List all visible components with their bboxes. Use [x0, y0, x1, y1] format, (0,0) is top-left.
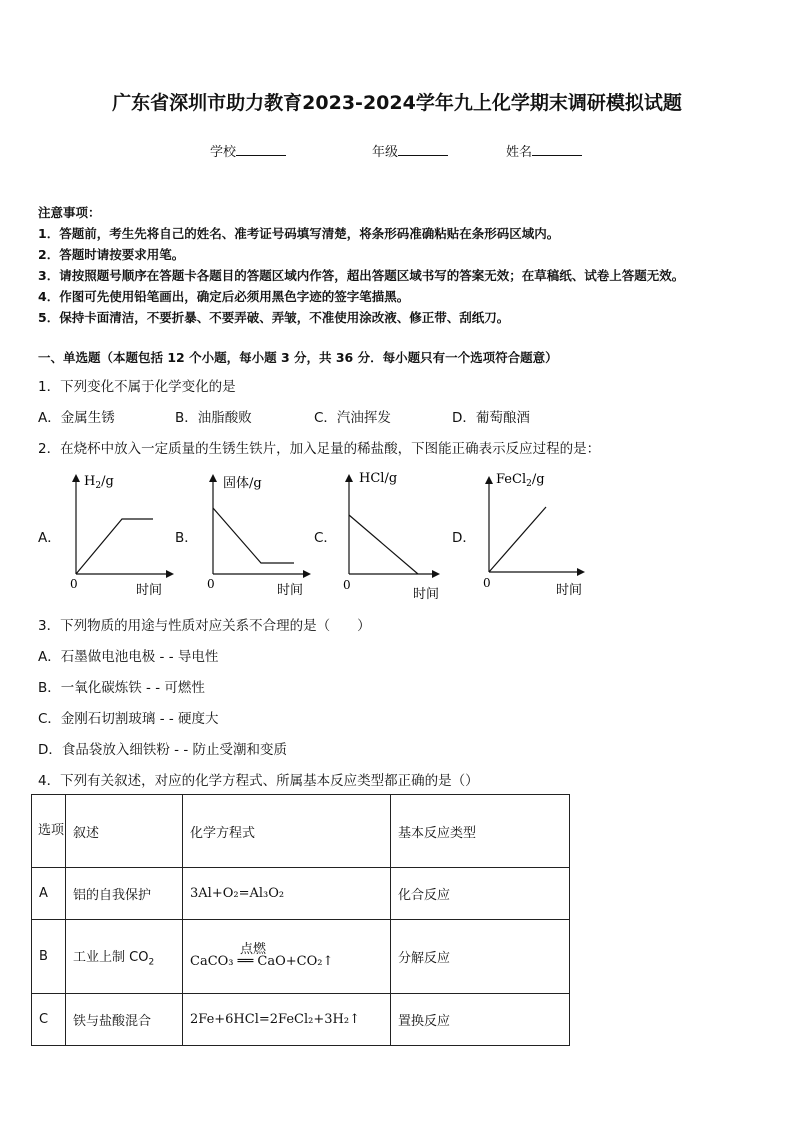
- section-heading: 一、单选题（本题包括 12 个小题，每小题 3 分，共 36 分．每小题只有一个选项符合题意）: [38, 350, 558, 365]
- notice-item: 1．答题前，考生先将自己的姓名、准考证号码填写清楚，将条形码准确粘贴在条形码区域内。: [38, 226, 560, 241]
- grade-blank[interactable]: [398, 142, 448, 156]
- header-cell-equation: 化学方程式: [183, 795, 391, 868]
- y-axis-arrow: [72, 474, 80, 482]
- y-label: HCl/g: [359, 471, 398, 486]
- q2-graph-d: [476, 466, 591, 600]
- q2-option-a[interactable]: A．: [38, 530, 61, 546]
- row-equation: [183, 920, 391, 994]
- table-row[interactable]: [32, 920, 570, 994]
- exam-title: 广东省深圳市助力教育2023-2024学年九上化学期末调研模拟试题: [112, 92, 682, 114]
- q2-option-c[interactable]: C．: [314, 530, 337, 546]
- row-desc: [66, 920, 183, 994]
- q2-graph-a: [62, 468, 177, 600]
- name-field[interactable]: [506, 141, 582, 160]
- q1-option-b[interactable]: B．油脂酸败: [175, 410, 252, 426]
- notice-item: 5．保持卡面清洁，不要折暴、不要弄破、弄皱，不准使用涂改液、修正带、刮纸刀。: [38, 310, 510, 325]
- equation-text: CaCO₃ ══ CaO+CO₂↑: [190, 954, 334, 969]
- notice-item: 3．请按照题号顺序在答题卡各题目的答题区域内作答，超出答题区域书写的答案无效；在草稿纸、试卷上答题无效。: [38, 268, 685, 283]
- y-label: 固体/g: [223, 476, 262, 491]
- row-option: B: [32, 920, 66, 994]
- name-blank[interactable]: [532, 142, 582, 156]
- row-desc: 铁与盐酸混合: [66, 994, 183, 1046]
- q3-option-a[interactable]: A．石墨做电池电极 - - 导电性: [38, 649, 219, 665]
- row-desc-text: 工业上制 CO: [73, 949, 149, 965]
- notice-item: 4．作图可先使用铅笔画出，确定后必须用黑色字迹的签字笔描黑。: [38, 289, 410, 304]
- curve-line: [76, 519, 153, 574]
- q4-table: [31, 794, 570, 1046]
- row-type: 分解反应: [391, 920, 570, 994]
- x-label: 时间: [277, 583, 304, 598]
- q4-stem: 4．下列有关叙述，对应的化学方程式、所属基本反应类型都正确的是（）: [38, 773, 479, 789]
- q2-option-d[interactable]: D．: [452, 530, 476, 546]
- school-blank[interactable]: [236, 142, 286, 156]
- equation-condition: 点燃: [240, 942, 267, 957]
- q3-stem: 3．下列物质的用途与性质对应关系不合理的是（ ）: [38, 618, 371, 634]
- grade-field[interactable]: [372, 141, 448, 160]
- table-row[interactable]: [32, 994, 570, 1046]
- curve-line: [213, 508, 294, 563]
- curve-line: [349, 515, 418, 574]
- curve-line: [489, 507, 546, 572]
- row-type: 化合反应: [391, 868, 570, 920]
- x-axis-arrow: [166, 570, 174, 578]
- q1-option-a[interactable]: A．金属生锈: [38, 410, 115, 426]
- grade-label: 年级: [372, 145, 399, 160]
- q3-option-b[interactable]: B．一氧化碳炼铁 - - 可燃性: [38, 680, 205, 696]
- q1-option-c[interactable]: C．汽油挥发: [314, 410, 391, 426]
- notice-item: 2．答题时请按要求用笔。: [38, 247, 185, 262]
- q2-option-b[interactable]: B．: [175, 530, 198, 546]
- name-label: 姓名: [506, 145, 533, 160]
- origin-label: 0: [207, 577, 215, 591]
- table-header-row: [32, 795, 570, 868]
- q2-stem: 2．在烧杯中放入一定质量的生锈生铁片，加入足量的稀盐酸，下图能正确表示反应过程的是：: [38, 441, 601, 457]
- header-cell-type: 基本反应类型: [391, 795, 570, 868]
- row-desc-sub: 2: [148, 957, 155, 968]
- q2-graph-b: [199, 468, 314, 600]
- school-field[interactable]: [210, 141, 286, 160]
- school-label: 学校: [210, 145, 237, 160]
- header-cell-desc: 叙述: [66, 795, 183, 868]
- origin-label: 0: [343, 578, 351, 592]
- q3-option-c[interactable]: C．金刚石切割玻璃 - - 硬度大: [38, 711, 219, 727]
- q2-graph-c: [336, 464, 451, 602]
- y-label: $H_2/g$: [84, 474, 114, 491]
- notice-heading: 注意事项：: [38, 205, 101, 220]
- header-cell-option: 选项: [32, 795, 66, 868]
- row-type: 置换反应: [391, 994, 570, 1046]
- row-option: A: [32, 868, 66, 920]
- q3-option-d[interactable]: D．食品袋放入细铁粉 - - 防止受潮和变质: [38, 742, 288, 758]
- row-option: C: [32, 994, 66, 1046]
- origin-label: 0: [70, 577, 78, 591]
- x-label: 时间: [413, 587, 440, 602]
- x-label: 时间: [556, 583, 583, 598]
- table-row[interactable]: [32, 868, 570, 920]
- y-label: FeCl$_2$/g: [496, 472, 545, 489]
- row-desc: 铝的自我保护: [66, 868, 183, 920]
- x-label: 时间: [136, 583, 163, 598]
- q1-option-d[interactable]: D．葡萄酿酒: [452, 410, 530, 426]
- q1-stem: 1．下列变化不属于化学变化的是: [38, 379, 236, 395]
- row-equation: 2Fe+6HCl=2FeCl₂+3H₂↑: [183, 994, 391, 1046]
- row-equation: 3Al+O₂=Al₃O₂: [183, 868, 391, 920]
- origin-label: 0: [483, 576, 491, 590]
